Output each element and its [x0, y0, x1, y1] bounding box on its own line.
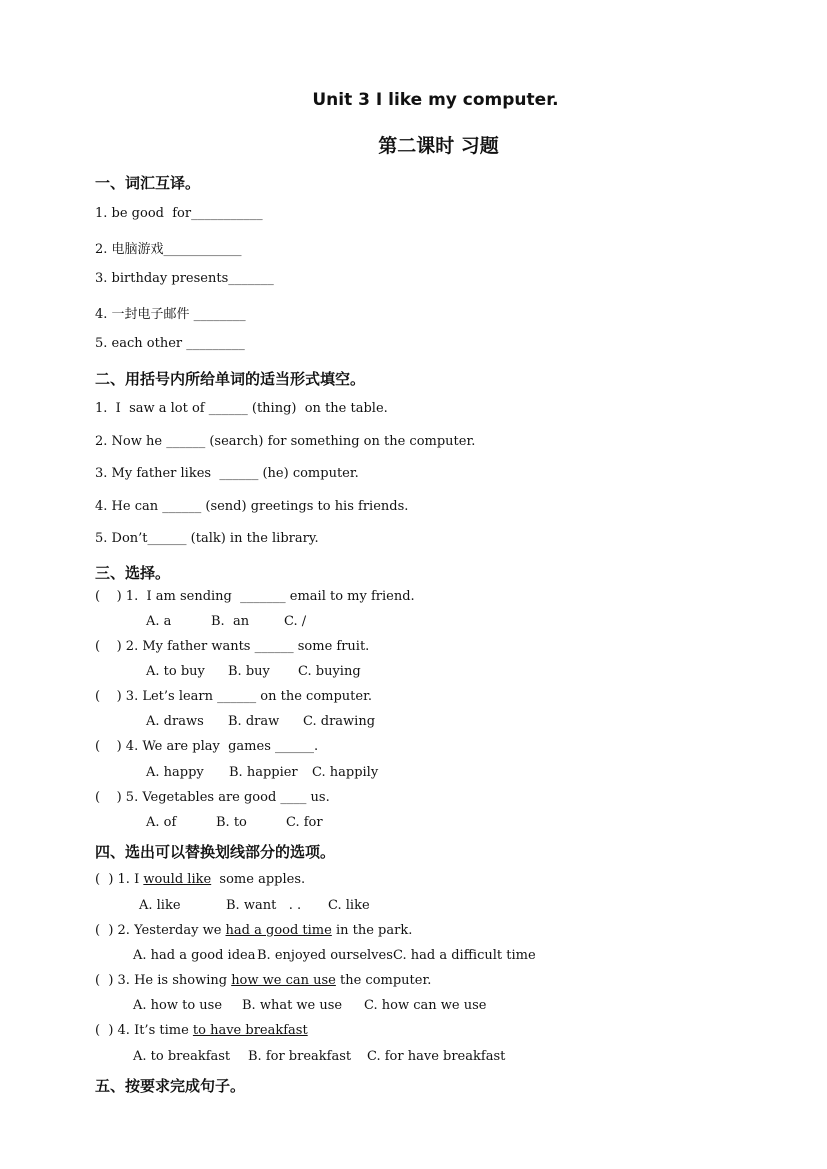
page-subtitle: 第二课时 习题	[378, 135, 499, 157]
option-a: A. had a good idea	[133, 948, 256, 963]
option-b: B. to	[216, 815, 247, 830]
option-a: A. a	[146, 614, 172, 629]
question-stem: ( ) 2. My father wants ______ some fruit.	[95, 639, 370, 654]
option-a: A. happy	[146, 765, 204, 780]
section-heading: 五、按要求完成句子。	[95, 1077, 246, 1095]
option-a: A. draws	[146, 714, 204, 729]
option-c: C. /	[284, 614, 307, 629]
question-stem	[95, 973, 431, 988]
option-b: B. an	[211, 614, 250, 629]
stem-suffix: some apples.	[211, 872, 306, 887]
list-item: 4. He can ______ (send) greetings to his friends.	[95, 499, 409, 514]
option-a: A. like	[139, 898, 181, 913]
list-item: 1. be good for___________	[95, 206, 263, 221]
option-c: C. drawing	[303, 714, 376, 729]
question-stem	[95, 923, 412, 938]
section-heading: 四、选出可以替换划线部分的选项。	[95, 843, 336, 861]
option-a: A. to breakfast	[133, 1049, 231, 1064]
underlined-phrase: would like	[143, 872, 212, 887]
underlined-phrase: to have breakfast	[192, 1023, 308, 1038]
stem-prefix: ( ) 2. Yesterday we	[95, 923, 226, 938]
list-item: 5. each other _________	[95, 336, 245, 351]
question-stem: ( ) 1. I am sending _______ email to my friend.	[95, 589, 415, 604]
option-c: C. happily	[312, 765, 379, 780]
list-item: 1. I saw a lot of ______ (thing) on the table.	[95, 401, 388, 416]
option-c: C. for have breakfast	[367, 1049, 506, 1064]
stem-prefix: ( ) 1. I	[95, 872, 144, 887]
page-title: Unit 3 I like my computer.	[312, 90, 559, 110]
stem-prefix: ( ) 4. It’s time	[95, 1023, 193, 1038]
stem-prefix: ( ) 3. He is showing	[95, 973, 232, 988]
list-item: 5. Don’t______ (talk) in the library.	[95, 531, 319, 546]
option-a: A. how to use	[133, 998, 223, 1013]
question-stem	[95, 1023, 308, 1038]
underlined-phrase: how we can use	[231, 973, 336, 988]
option-b: B. buy	[228, 664, 270, 679]
section-heading: 二、用括号内所给单词的适当形式填空。	[95, 370, 366, 388]
list-item: 2. Now he ______ (search) for something on the computer.	[95, 434, 476, 449]
stem-suffix: in the park.	[331, 923, 413, 938]
list-item: 3. My father likes ______ (he) computer.	[95, 466, 359, 481]
option-c: C. for	[286, 815, 323, 830]
option-a: A. to buy	[146, 664, 205, 679]
section-heading: 三、选择。	[95, 564, 171, 582]
option-c: C. how can we use	[364, 998, 487, 1013]
list-item: 4. 一封电子邮件 ________	[95, 307, 246, 322]
list-item: 3. birthday presents_______	[95, 271, 274, 286]
option-b: B. draw	[228, 714, 280, 729]
question-stem: ( ) 4. We are play games ______.	[95, 739, 319, 754]
option-c: C. buying	[298, 664, 361, 679]
option-b: B. enjoyed ourselves	[257, 948, 393, 963]
underlined-phrase: had a good time	[225, 923, 332, 938]
question-stem: ( ) 5. Vegetables are good ____ us.	[95, 790, 330, 805]
option-c: C. had a difficult time	[393, 948, 536, 963]
option-b: B. what we use	[242, 998, 343, 1013]
section-heading: 一、词汇互译。	[95, 174, 201, 192]
list-item: 2. 电脑游戏____________	[95, 242, 242, 257]
question-stem	[95, 872, 305, 887]
question-stem: ( ) 3. Let’s learn ______ on the computer.	[95, 689, 372, 704]
option-b: B. want . .	[226, 898, 302, 913]
option-b: B. happier	[229, 765, 298, 780]
option-c: C. like	[328, 898, 370, 913]
stem-suffix: the computer.	[335, 973, 432, 988]
option-a: A. of	[146, 815, 177, 830]
option-b: B. for breakfast	[248, 1049, 352, 1064]
